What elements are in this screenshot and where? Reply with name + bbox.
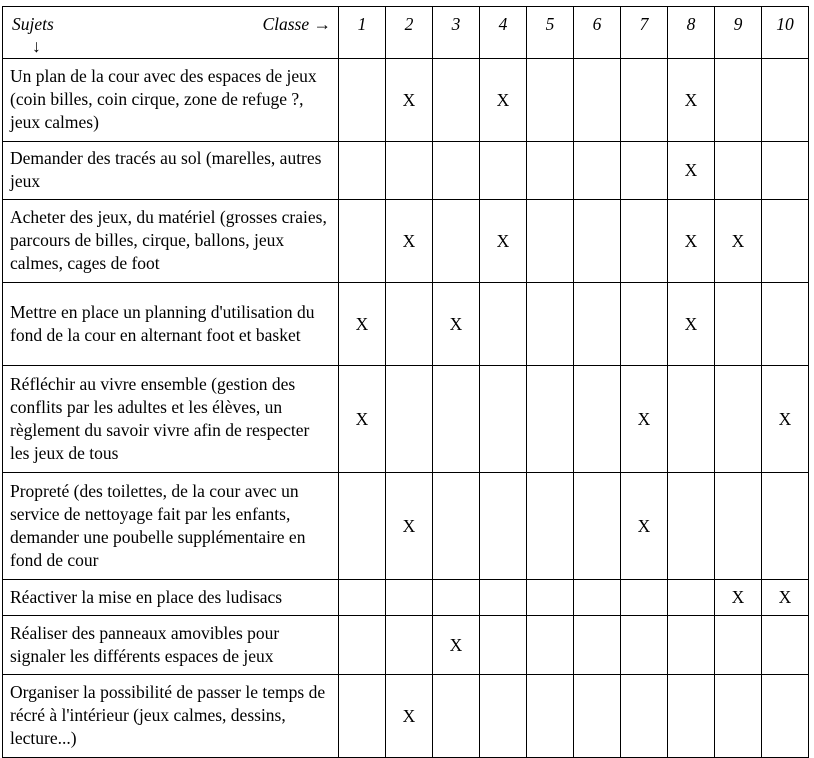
mark-cell — [715, 366, 762, 473]
mark-cell — [668, 675, 715, 758]
mark-cell: X — [762, 580, 809, 616]
mark-cell — [715, 616, 762, 675]
mark-cell — [480, 616, 527, 675]
subject-cell: Un plan de la cour avec des espaces de jeux (coin billes, coin cirque, zone de refuge ?, jeux calmes) — [3, 59, 339, 142]
mark-cell — [762, 59, 809, 142]
mark-cell — [527, 283, 574, 366]
mark-cell: X — [386, 200, 433, 283]
mark-cell — [668, 366, 715, 473]
mark-cell — [574, 580, 621, 616]
table-row — [3, 616, 809, 675]
mark-cell — [715, 283, 762, 366]
mark-cell — [762, 200, 809, 283]
mark-cell — [574, 473, 621, 580]
mark-cell — [339, 200, 386, 283]
mark-cell — [621, 200, 668, 283]
class-header-1: 1 — [339, 7, 386, 59]
subject-cell: Organiser la possibilité de passer le temps de récré à l'intérieur (jeux calmes, dessins, lecture...) — [3, 675, 339, 758]
mark-cell — [574, 142, 621, 200]
subject-cell: Propreté (des toilettes, de la cour avec un service de nettoyage fait par les enfants, demander une poubelle supplémentaire en fond de cour — [3, 473, 339, 580]
mark-cell — [386, 142, 433, 200]
mark-cell — [668, 580, 715, 616]
mark-cell: X — [386, 59, 433, 142]
mark-cell — [339, 473, 386, 580]
mark-cell — [433, 59, 480, 142]
mark-cell — [621, 283, 668, 366]
mark-cell — [715, 473, 762, 580]
mark-cell — [339, 616, 386, 675]
mark-cell — [715, 142, 762, 200]
table-row — [3, 283, 809, 366]
table-row — [3, 473, 809, 580]
subjects-by-class-table — [2, 6, 809, 758]
mark-cell — [480, 142, 527, 200]
mark-cell — [621, 142, 668, 200]
mark-cell — [621, 616, 668, 675]
mark-cell — [762, 616, 809, 675]
mark-cell: X — [762, 366, 809, 473]
mark-cell — [574, 616, 621, 675]
subject-cell: Mettre en place un planning d'utilisation du fond de la cour en alternant foot et basket — [3, 283, 339, 366]
mark-cell — [339, 59, 386, 142]
subject-cell: Demander des tracés au sol (marelles, autres jeux — [3, 142, 339, 200]
mark-cell — [527, 616, 574, 675]
mark-cell — [386, 580, 433, 616]
class-header-7: 7 — [621, 7, 668, 59]
table-row — [3, 142, 809, 200]
mark-cell — [574, 675, 621, 758]
class-header-3: 3 — [433, 7, 480, 59]
mark-cell — [433, 473, 480, 580]
header-row — [3, 7, 809, 59]
mark-cell — [527, 473, 574, 580]
subject-cell: Réfléchir au vivre ensemble (gestion des conflits par les adultes et les élèves, un règlement du savoir vivre afin de respecter les jeux de tous — [3, 366, 339, 473]
mark-cell — [715, 59, 762, 142]
mark-cell — [339, 580, 386, 616]
mark-cell: X — [386, 675, 433, 758]
mark-cell — [480, 580, 527, 616]
mark-cell — [386, 366, 433, 473]
mark-cell — [574, 366, 621, 473]
class-label: Classe → — [262, 14, 331, 34]
mark-cell — [480, 366, 527, 473]
mark-cell — [762, 142, 809, 200]
mark-cell — [574, 200, 621, 283]
mark-cell — [339, 675, 386, 758]
subject-cell: Réactiver la mise en place des ludisacs — [3, 580, 339, 616]
mark-cell — [339, 142, 386, 200]
mark-cell: X — [715, 200, 762, 283]
mark-cell — [433, 675, 480, 758]
mark-cell: X — [386, 473, 433, 580]
mark-cell — [480, 675, 527, 758]
mark-cell: X — [433, 616, 480, 675]
mark-cell: X — [480, 200, 527, 283]
mark-cell — [762, 675, 809, 758]
table-row — [3, 59, 809, 142]
mark-cell — [386, 616, 433, 675]
class-header-2: 2 — [386, 7, 433, 59]
mark-cell — [433, 580, 480, 616]
class-header-9: 9 — [715, 7, 762, 59]
class-header-8: 8 — [668, 7, 715, 59]
down-arrow-icon: ↓ — [32, 36, 41, 56]
mark-cell — [668, 473, 715, 580]
table-row — [3, 366, 809, 473]
mark-cell — [433, 142, 480, 200]
mark-cell — [480, 473, 527, 580]
mark-cell — [668, 616, 715, 675]
mark-cell: X — [621, 366, 668, 473]
mark-cell — [762, 283, 809, 366]
mark-cell — [621, 675, 668, 758]
table-row — [3, 675, 809, 758]
mark-cell — [433, 366, 480, 473]
mark-cell — [433, 200, 480, 283]
subject-cell: Acheter des jeux, du matériel (grosses craies, parcours de billes, cirque, ballons, jeux calmes, cages de foot — [3, 200, 339, 283]
mark-cell — [574, 283, 621, 366]
mark-cell: X — [339, 366, 386, 473]
mark-cell — [527, 59, 574, 142]
header-subjects-cell — [3, 7, 339, 59]
class-header-4: 4 — [480, 7, 527, 59]
mark-cell — [527, 675, 574, 758]
mark-cell: X — [339, 283, 386, 366]
table-row — [3, 580, 809, 616]
mark-cell — [621, 59, 668, 142]
mark-cell — [715, 675, 762, 758]
class-header-6: 6 — [574, 7, 621, 59]
mark-cell: X — [480, 59, 527, 142]
mark-cell: X — [668, 283, 715, 366]
mark-cell — [762, 473, 809, 580]
mark-cell — [527, 200, 574, 283]
mark-cell — [574, 59, 621, 142]
table-row — [3, 200, 809, 283]
mark-cell: X — [433, 283, 480, 366]
mark-cell — [527, 580, 574, 616]
class-header-10: 10 — [762, 7, 809, 59]
mark-cell — [480, 283, 527, 366]
class-header-5: 5 — [527, 7, 574, 59]
mark-cell — [527, 142, 574, 200]
mark-cell: X — [715, 580, 762, 616]
mark-cell: X — [621, 473, 668, 580]
subject-cell: Réaliser des panneaux amovibles pour signaler les différents espaces de jeux — [3, 616, 339, 675]
mark-cell: X — [668, 200, 715, 283]
subjects-label: Sujets — [12, 14, 54, 34]
mark-cell — [386, 283, 433, 366]
mark-cell: X — [668, 59, 715, 142]
mark-cell: X — [668, 142, 715, 200]
mark-cell — [527, 366, 574, 473]
mark-cell — [621, 580, 668, 616]
